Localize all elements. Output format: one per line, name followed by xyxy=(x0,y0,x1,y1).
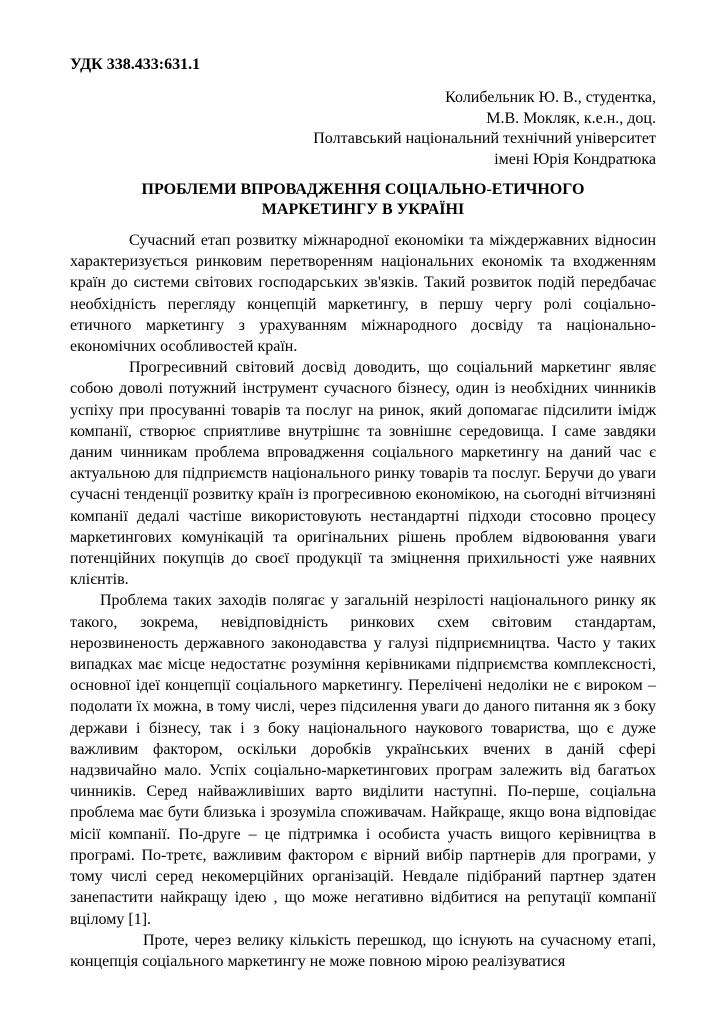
affiliation-line-1: Полтавський національний технічний університет xyxy=(313,130,656,148)
author-line-2: М.В. Мокляк, к.е.н., доц. xyxy=(486,109,656,127)
udc-code: УДК 338.433:631.1 xyxy=(70,56,201,73)
affiliation-line-2: імені Юрія Кондратюка xyxy=(494,150,656,168)
title-line-1: ПРОБЛЕМИ ВПРОВАДЖЕННЯ СОЦІАЛЬНО-ЕТИЧНОГО xyxy=(141,181,585,198)
paragraph-2: Прогресивний світовий досвід доводить, що соціальний маркетинг являє собою доволі потужний інструмент сучасного бізнесу, один із необхідних чинників успіху при просуванні товарів та послуг на ринок, який допомагає підсилити імідж компанії, створює сприятливе внутрішнє та зовнішнє середовища. І саме завдяки даним чинникам проблема впровадження соціального маркетингу на даний час є актуальною для підприємств національного ринку товарів та послуг. Беручи до уваги сучасні тенденції розвитку країн із прогресивною економікою, на сьогодні вітчизняні компанії дедалі частіше використовують нестандартні підходи стосовно процесу маркетингових комунікацій та оригінальних рішень проблем відвоювання уваги потенційних покупців до своєї продукції та зміцнення прихильності уже наявних клієнтів. xyxy=(70,359,656,589)
article-title xyxy=(70,180,656,220)
paragraph-3: Проблема таких заходів полягає у загальній незрілості національного ринку як такого, зокрема, невідповідність ринкових схем світовим стандартам, нерозвиненость державного законодавства у галузі підприємництва. Часто у таких випадках має місце недостатнє розуміння керівниками підприємства комплексності, основної ідеї концепції соціального маркетингу. Перелічені недоліки не є вироком – подолати їх можна, в тому числі, через підсилення уваги до даного питання як з боку держави і бізнесу, так і з боку національного наукового товариства, що є дуже важливим фактором, оскільки доробків українських вчених в даній сфері надзвичайно мало. Успіх соціально-маркетингових програм залежить від багатьох чинників. Серед найважливіших варто виділити наступні. По-перше, соціальна проблема має бути близька і зрозуміла споживачам. Найкраще, якщо вона відповідає місії компанії. По-друге – це підтримка і особиста участь вищого керівництва в програмі. По-третє, важливим фактором є вірний вибір партнерів для програми, у тому числі серед некомерційних організацій. Невдале підібраний партнер здатен занепастити найкращу ідею , що може негативно відбитися на репутації компанії вцілому [1]. xyxy=(70,592,656,928)
paragraph-1: Сучасний етап розвитку міжнародної економіки та міждержавних відносин характеризується ринковим перетворенням національних економік та входженням країн до системи світових господарських зв'язків. Такий розвиток подій передбачає необхідність перегляду концепцій маркетингу, в першу чергу ролі соціально-етичного маркетингу з урахуванням міжнародного досвіду та національно-економічних особливостей країн. xyxy=(70,232,656,356)
paragraph-4: Проте, через велику кількість перешкод, що існують на сучасному етапі, концепція соціального маркетингу не може повною мірою реалізуватися xyxy=(70,931,656,970)
author-line-1: Колибельник Ю. В., студентка, xyxy=(445,89,656,106)
author-block xyxy=(313,88,656,170)
title-line-2: МАРКЕТИНГУ В УКРАЇНІ xyxy=(261,201,465,218)
article-body xyxy=(70,230,656,972)
